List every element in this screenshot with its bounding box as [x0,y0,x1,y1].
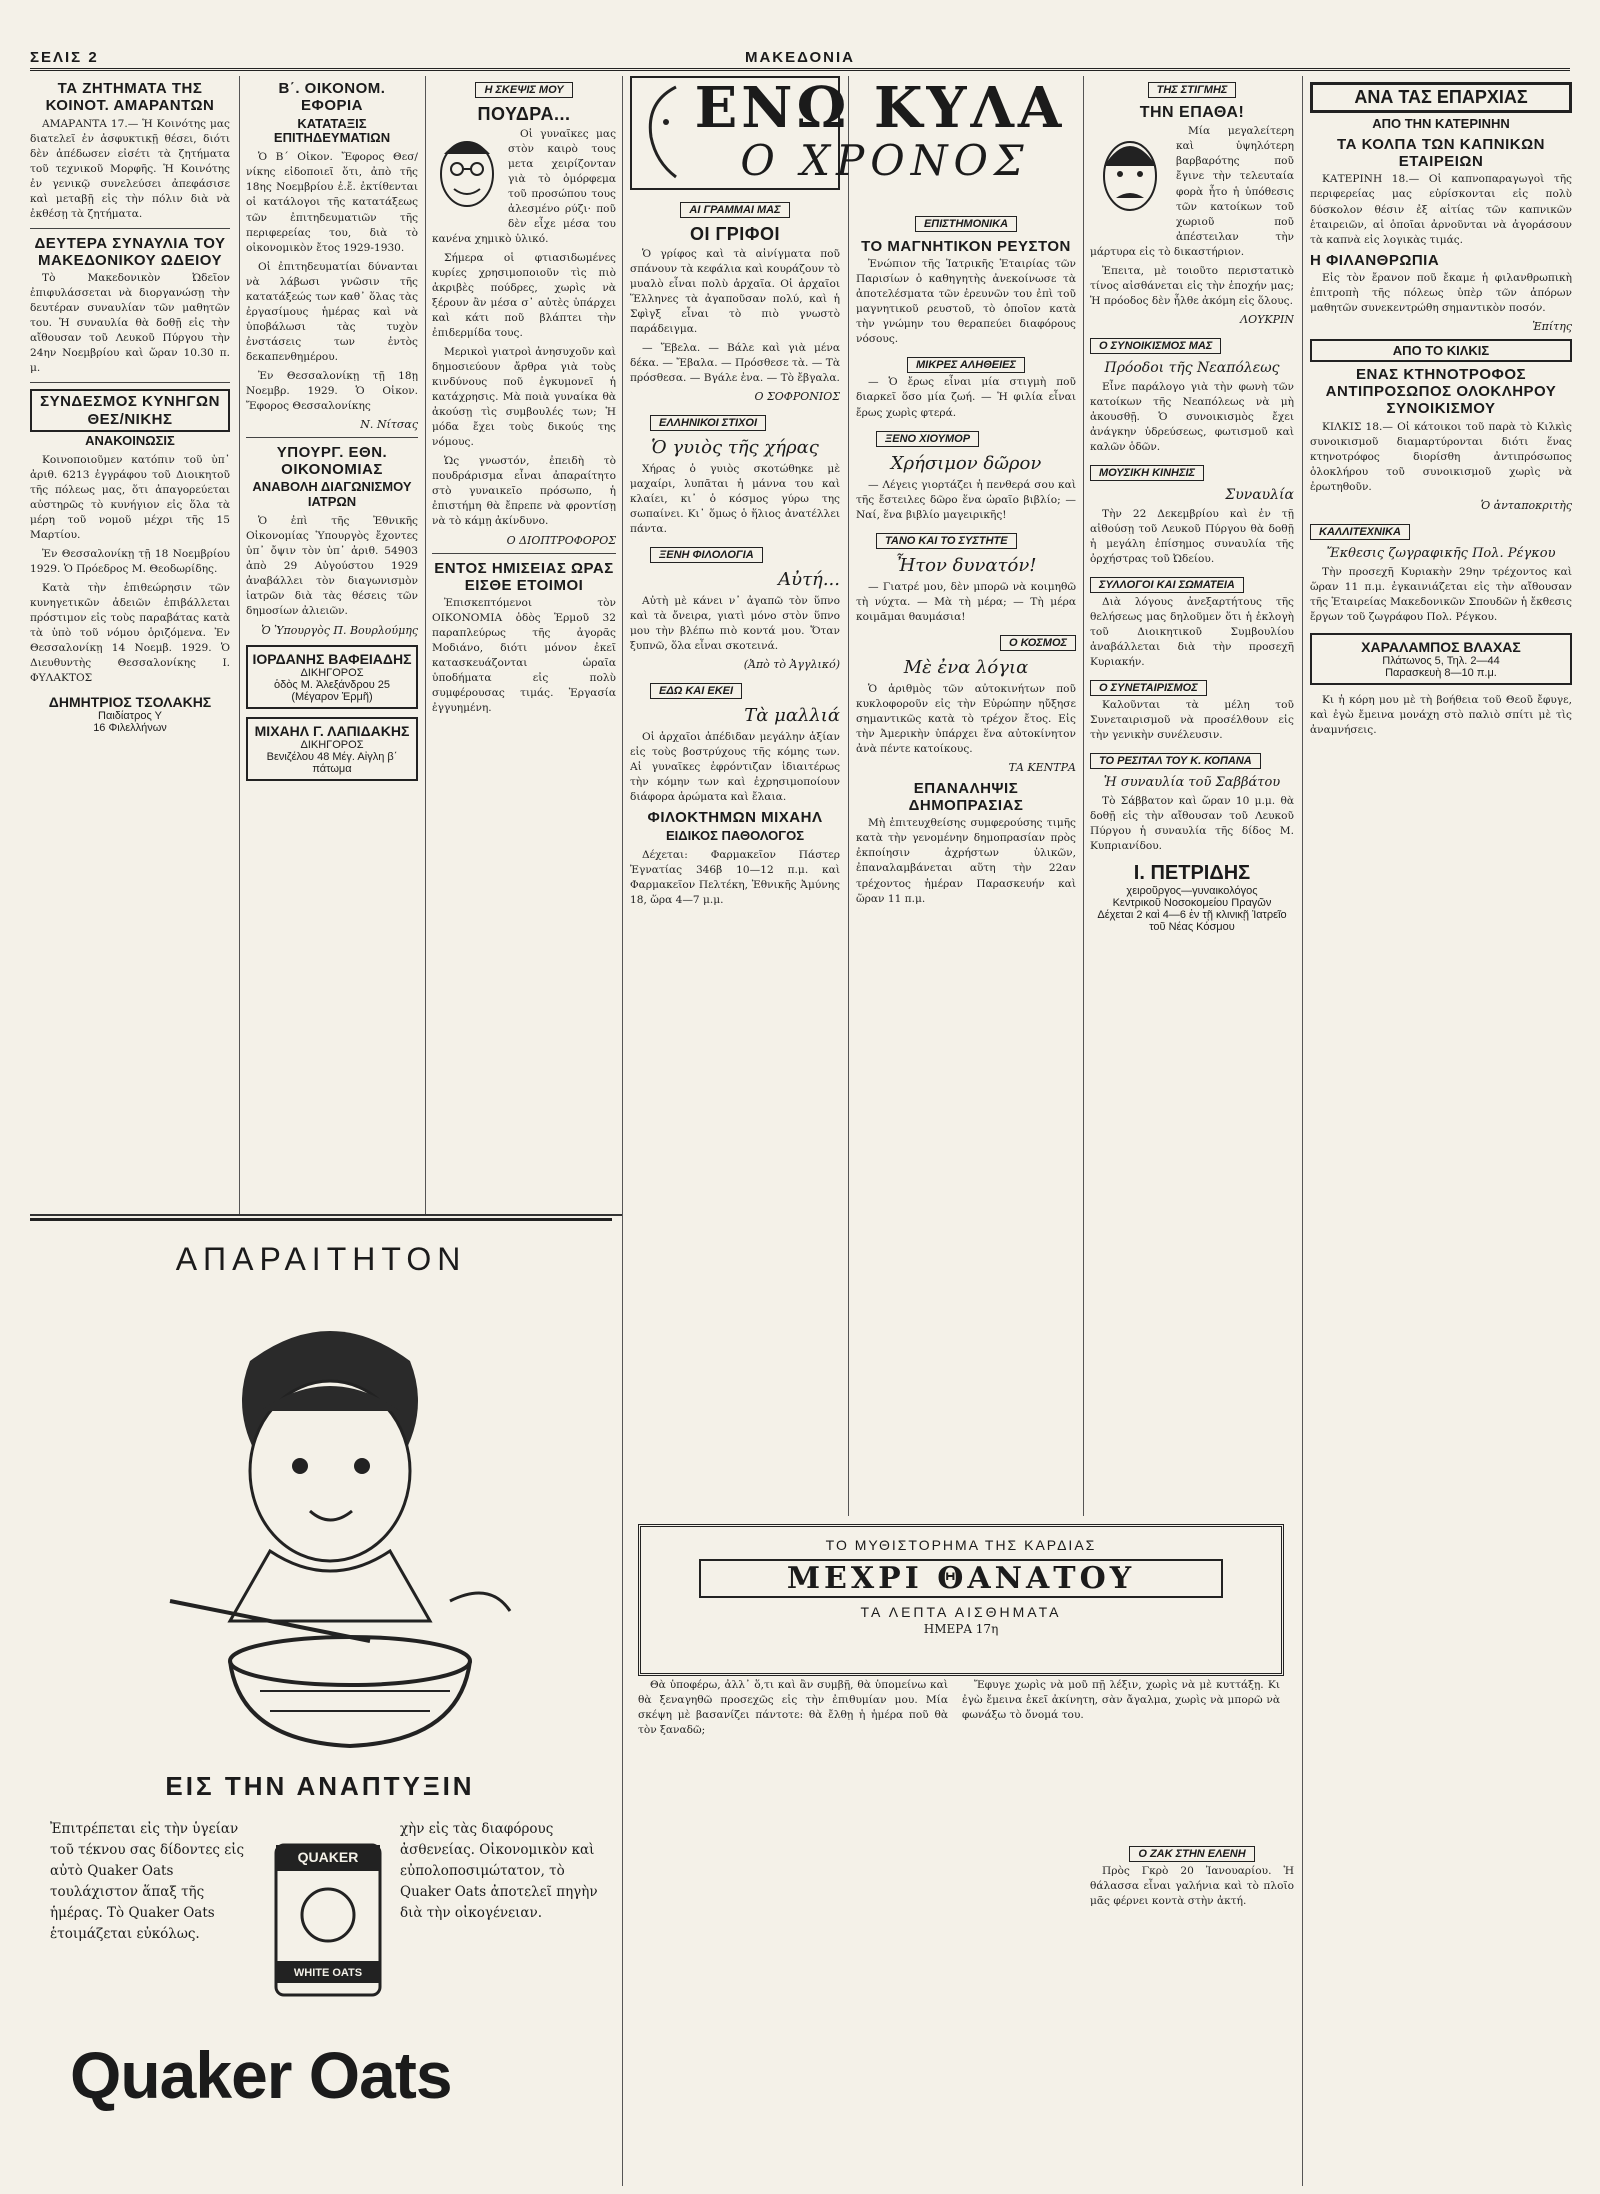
article-text: Οἱ γυναῖκες μας στὸν καιρὸ τους μετα χειρίζονταν γιὰ τὸ ὀμόρφεμα τοῦ προσώπου τους ἀλεσμένο ρύζι· ποῦ δὲν εἶχε μέσα του κανένα χημικὸ ὑλικό. [432,127,616,245]
novel-subtitle: ΤΑ ΛΕΠΤΑ ΑΙΣΘΗΜΑΤΑ [860,1604,1062,1620]
column-5 [856,210,1076,1650]
card-line: Κεντρικοῦ Νοσοκομείου Πραγῶν [1112,897,1272,910]
card-line: Πλάτωνος 5, Τηλ. 2—44 [1382,654,1500,667]
section-tab: ΕΔΩ ΚΑΙ ΕΚΕΙ [650,683,742,699]
feature-title: Ο ΧΡΟΝΟΣ [740,136,1030,185]
signature: Ὁ ἀνταποκριτὴς [1480,498,1572,512]
tin-label: WHITE OATS [293,1967,363,1979]
business-card [246,645,418,709]
tin-label: QUAKER [297,1849,359,1865]
article-text: — Ὁ ἔρως εἶναι μία στιγμὴ ποῦ διαρκεῖ ὅσο μία ζωή. — Ἡ φιλία εἶναι ἔρως χωρὶς φτερά. [856,376,1076,419]
article-text: Εἰς τὸν ἔρανον ποῦ ἔκαμε ἡ φιλανθρωπικὴ ἐπιτροπὴ τῆς πόλεως ὑπὲρ τῶν ἀπόρων μαθητῶν συνεκεντρώθη σημαντικὸν ποσόν. [1310,271,1572,314]
article-text: Τὴν προσεχῆ Κυριακὴν 29ην τρέχοντος καὶ ὥραν 11 π.μ. ἐγκαινιάζεται εἰς τὴν αἴθουσαν τῆς Ἑταιρείας Μακεδονικῶν Σπουδῶν ἡ ἔκθεσις ἔργων τοῦ ζωγράφου Πολ. Ρέγκου. [1310,565,1572,623]
article-text: ΚΑΤΕΡΙΝΗ 18.— Οἱ καπνοπαραγωγοὶ τῆς περιφερείας μας εὑρίσκονται εἰς πολὺ δύσκολον θέσιν ἐξ αἰτίας τῶν καπνικῶν ἑταιρειῶν, αἱ ὁποῖαι ἀρνοῦνται νὰ ἀγοράσουν τὰ καπνὰ εἰς λογικὰς τιμάς. [1310,173,1572,246]
headline: ΟΙ ΓΡΙΦΟΙ [689,224,781,244]
business-card [246,717,418,781]
headline: ΕΠΑΝΑΛΗΨΙΣ ΔΗΜΟΠΡΑΣΙΑΣ [908,779,1024,815]
article-text: — Λέγεις γιορτάζει ἡ πενθερά σου καὶ τῆς ἔστειλες δῶρο ἕνα ὡραῖο βιβλίο; — Ναί, ἕνα βιβλίο μαγειρικῆς! [856,478,1076,521]
section-tab: ΤΑΝΟ ΚΑΙ ΤΟ ΣΥΣΤΗΤΕ [876,533,1017,549]
article-text: Κατὰ τὴν ἐπιθεώρησιν τῶν κυνηγετικῶν ἀδειῶν ἐπιβάλλεται πρόστιμον εἰς τοὺς παραβάτας κατὰ τὰ ὑπὸ τοῦ νόμου ὁριζόμενα. Ἐν Θεσσαλονίκῃ 14 Νοεμβ. 1929. Ὁ Διευθυντὴς Θεσσαλονίκης Ι. ΦΥΛΑΚΤΟΣ [30,582,230,685]
ad-body-text: χὴν εἰς τὰς διαφόρους ἀσθενείας. Οἰκονομικὸν καὶ εὐπολοποσιμώτατον, τὸ Quaker Oats ἀποτελεῖ πηγὴν διὰ τὴν οἰκογένειαν. [400,1821,598,1921]
column-rule [1302,76,1303,2186]
article-text: — Ἔβελα. — Βάλε καὶ γιὰ μένα δέκα. — Ἔβαλα. — Πρόσθεσε τὰ. — Τὰ πρόσθεσα. — Βγάλε ἑνα. — Τὸ ἔβγαλα. [630,341,840,384]
section-tab: ΤΗΣ ΣΤΙΓΜΗΣ [1148,82,1237,98]
article-text: — Γιατρέ μου, δὲν μπορῶ νὰ κοιμηθῶ τὴ νύχτα. — Μὰ τὴ μέρα; — Τὴ μέρα κοιμᾶμαι θαυμάσια! [856,580,1076,623]
section-tab: ΕΛΛΗΝΙΚΟΙ ΣΤΙΧΟΙ [650,415,766,431]
article-text: Ἐν Θεσσαλονίκῃ τῇ 18ῃ Νοεμβρ. 1929. Ὁ Οἰκον. Ἔφορος Θεσσαλονίκης [246,369,418,412]
business-card [30,694,230,734]
article-text: Ἐνώπιον τῆς Ἰατρικῆς Ἑταιρίας τῶν Παρισίων ὁ καθηγητὴς ἀνεκοίνωσε τὰ ἀποτελέσματα τῶν ἐρευνῶν του ἐπὶ τοῦ μαγνητικοῦ ρευστοῦ, τὸ ὁποῖον κατὰ τὴν γνώμην του θεραπεύει διαφόρους νόσους. [856,258,1076,346]
section-tab: ΑΙ ΓΡΑΜΜΑΙ ΜΑΣ [680,202,789,218]
headline: Τὰ μαλλιά [744,705,840,727]
section-box-heading: ΑΠΟ ΤΟ ΚΙΛΚΙΣ [1310,339,1572,362]
signature: Ν. Νίτσας [360,417,418,431]
section-rule [30,1214,622,1216]
article-text: Μερικοὶ γιατροὶ ἀνησυχοῦν καὶ δημοσιεύουν ἄρθρα γιὰ τοὺς κινδύνους ποῦ ἐγκυμονεῖ ἡ κατάχρησις. Μὰ ποιὰ γυναίκα θὰ ἀκούσῃ τὶς συμβουλές των; Ἡ μόδα ἔχει τοὺς δικούς της νόμους. [432,346,616,449]
headline: ΤΑ ΖΗΤΗΜΑΤΑ ΤΗΣ ΚΟΙΝΟΤ. ΑΜΑΡΑΝΤΩΝ [45,80,215,115]
business-card [1310,633,1572,685]
article-text: Ὁ Β΄ Οἰκον. Ἔφορος Θεσ/νίκης εἰδοποιεῖ ὅτι, ἀπὸ τῆς 18ης Νοεμβρίου ἐ.ἔ. ἐκτίθενται οἱ κατάλογοι τῆς κατατάξεως τῶν ἐπιτηδευματιῶν τῆς περιφερείας του, διὰ τὸ οἰκονομικὸν ἔτος 1929-1930. [246,151,418,254]
article-text: Διὰ λόγους ἀνεξαρτήτους τῆς θελήσεως μας δηλοῦμεν ὅτι ἡ ἐκλογὴ τοῦ Διοικητικοῦ Συμβουλίου ἀναβάλλεται διὰ τὴν προσεχῆ Κυριακήν. [1090,596,1294,669]
card-line: Παρασκευὴ 8—10 π.μ. [1385,666,1497,679]
article-text: Θὰ ὑποφέρω, ἀλλ᾽ ὅ,τι καὶ ἂν συμβῇ, θὰ ὑπομείνω καὶ θὰ ξεναγηθῶ προσεχῶς εἰς τὴν ἐπιθυμίαν μου. Μία σκέψη μὲ βασανίζει πάντοτε: θὰ ἔλθῃ ἡ ἡμέρα ποῦ θὰ τὸν ξαναδῶ; [638,1679,948,1737]
article-text: Ἐπισκεπτόμενοι τὸν ΟΙΚΟΝΟΜΙΑ ὁδὸς Ἑρμοῦ 32 παραπλεύρως τῆς ἀγορᾶς Μοδιάνο, διότι μόνον ἐκεῖ κατασκευάζονται ὡραῖα ὑποδήματα εἰς πολὺ συμφέρουσας τιμάς. Ἐργασία ἐγγυημένη. [432,597,616,715]
article-text: Μία μεγαλείτερη καὶ ὑψηλότερη βαρβαρότης ποῦ ἔγινε τὴν τελευταία φορὰ ἦτο ἡ ὑπόθεσις τῶν κατοίκων τοῦ χωριοῦ ποῦ ἀπέστειλαν τὴν μάρτυρα εἰς τὸ δικαστήριον. [1090,125,1294,258]
signature: (Ἀπὸ τὸ Ἀγγλικό) [743,658,840,672]
subheadline: ΑΝΑΚΟΙΝΩΣΙΣ [85,432,175,448]
article-text: ΚΙΛΚΙΣ 18.— Οἱ κάτοικοι τοῦ παρὰ τὸ Κιλκὶς συνοικισμοῦ διαμαρτύρονται διότι ἕνας κτηνοτρόφος διορίσθη ἀντιπρόσωπος ὁλοκλήρου τοῦ συνοικισμοῦ χωρὶς νὰ ἐρωτηθοῦν. [1310,420,1572,493]
ad-body-text: Ἐπιτρέπεται εἰς τὴν ὑγείαν τοῦ τέκνου σας δίδοντες εἰς αὐτὸ Quaker Oats τουλάχιστον ἅπαξ τῆς ἡμέρας. Τὸ Quaker Oats ἑτοιμάζεται εὐκόλως. [50,1821,245,1942]
signature: Ὁ Ὑπουργὸς Π. Βουρλούμης [261,623,418,637]
headline: ΤΗΝ ΕΠΑΘΑ! [1139,104,1245,121]
article-text: Μὴ ἐπιτευχθείσης συμφερούσης τιμῆς κατὰ τὴν γενομένην δημοπρασίαν πρὸς ἐκποίησιν ἀχρήστων ὑλικῶν, ἐπαναλαμβάνεται αὕτη τὴν 22αν τρέχοντος ἡμέραν Παρασκευήν καὶ ὥραν 11 π.μ. [856,817,1076,905]
column-6-lower [1090,1840,1294,2170]
headline: Συναυλία [1225,486,1294,503]
page-number: ΣΕΛΙΣ 2 [30,48,99,66]
caricature-illustration [432,129,502,219]
article-text: Αὐτὴ μὲ κάνει ν᾽ ἀγαπῶ τὸν ὕπνο καὶ τὰ ὄνειρα, γιατὶ μόνο στὸν ὕπνο μου τὴν βλέπω πιὸ κοντά μου. Ὅταν ξυπνῶ, ὅλα εἶναι σκοτεινά. [630,595,840,653]
card-line: ΔΙΚΗΓΟΡΟΣ [300,666,364,679]
column-7 [1310,76,1572,2186]
card-line: Δέχεται 2 καὶ 4—6 ἐν τῇ κλινικῇ Ἰατρεῖο τοῦ Νέας Κόσμου [1097,909,1287,934]
article-text: Τὴν 22 Δεκεμβρίου καὶ ἐν τῇ αἰθούσῃ τοῦ Λευκοῦ Πύργου θὰ δοθῇ ἡ μεγάλη ἐπίσημος συναυλία τῆς ὀρχήστρας τοῦ Ὠδείου. [1090,507,1294,566]
column-rule [239,76,240,1216]
face-profile-icon [636,82,696,182]
article-text: Εἶνε παράλογο γιὰ τὴν φωνὴ τῶν κατοίκων τῆς Νεαπόλεως νὰ μὴ ἀκουσθῇ. Ὁ συνοικισμὸς ἔχει ἀνάγκην ὑδρεύσεως, φωτισμοῦ καὶ καλῶν ὁδῶν. [1090,380,1294,453]
article-text: Τὸ Μακεδονικὸν Ὠδεῖον ἐπιφυλάσσεται νὰ διοργανώσῃ τὴν δευτέραν συναυλίαν τῶν μαθητῶν του. Ἡ συναυλία θὰ δοθῇ εἰς τὴν αἴθουσαν τοῦ Λευκοῦ Πύργου τὴν 24ην Νοεμβρίου καὶ ὥραν 10.30 π. μ. [30,272,230,375]
article-text: Ἐν Θεσσαλονίκῃ τῇ 18 Νοεμβρίου 1929. Ὁ Πρόεδρος Μ. Θεοδωρίδης. [30,548,230,576]
headline: ΦΙΛΟΚΤΗΜΩΝ ΜΙΧΑΗΛ [647,809,823,827]
quaker-oats-advertisement [30,1218,612,2181]
section-tab: ΞΕΝΟ ΧΙΟΥΜΟΡ [876,431,979,447]
subheadline: ΑΝΑΒΟΛΗ ΔΙΑΓΩΝΙΣΜΟΥ ΙΑΤΡΩΝ [252,479,412,510]
signature: ΤΑ ΚΕΝΤΡΑ [1008,760,1076,774]
section-tab: Η ΣΚΕΨΙΣ ΜΟΥ [475,82,572,98]
section-tab: ΜΙΚΡΕΣ ΑΛΗΘΕΙΕΣ [907,357,1025,373]
article-text: Καλοῦνται τὰ μέλη τοῦ Συνεταιρισμοῦ νὰ προσέλθουν εἰς τὴν γενικὴν συνέλευσιν. [1090,699,1294,742]
column-rule [848,76,849,1516]
headline: ΕΝΤΟΣ ΗΜΙΣΕΙΑΣ ΩΡΑΣ ΕΙΣΘΕ ΕΤΟΙΜΟΙ [434,559,614,594]
card-name: Ι. ΠΕΤΡΙΔΗΣ [1133,862,1251,885]
subheadline: ΑΠΟ ΤΗΝ ΚΑΤΕΡΙΝΗΝ [1372,116,1510,131]
ad-headline: ΑΠΑΡΑΙΤΗΤΟΝ [175,1241,467,1277]
signature: ΛΟΥΚΡΙΝ [1240,312,1294,326]
article-text: Δέχεται: Φαρμακεῖον Πάστερ Ἐγνατίας 346β 10—12 π.μ. καὶ Φαρμακεῖον Πελτέκη, Ἐθνικῆς Ἀμύνης 18, ὥρα 4—7 μ.μ. [630,848,840,906]
child-eating-illustration [130,1301,530,1761]
section-tab: Ο ΖΑΚ ΣΤΗΝ ΕΛΕΝΗ [1129,1846,1254,1862]
novel-kicker: ΤΟ ΜΥΘΙΣΤΟΡΗΜΑ ΤΗΣ ΚΑΡΔΙΑΣ [825,1537,1097,1553]
card-line: Βενιζέλου 48 Μέγ. Αἰγλη β΄ πάτωμα [266,750,398,775]
novel-text-column-1 [638,1678,948,2178]
article-text: Σήμερα οἱ φτιασιδωμένες κυρίες χρησιμοποιοῦν τὶς πιὸ ἀκριβὲς πούδρες, χωρὶς νὰ ξέρουν ἂν μέσα σ᾽ αὐτὲς ὑπάρχει καὶ κάτι ποῦ βλάπτει τὴν ἐπιδερμίδα τους. [432,251,616,340]
article-text: Κι ἡ κόρη μου μὲ τὴ βοήθεια τοῦ Θεοῦ ἔφυγε, καὶ ἐγὼ ἔμεινα μονάχη στὸ παλιὸ σπίτι μὲ τὶς ἀναμνήσεις. [1310,693,1572,737]
section-tab: ΣΥΛΛΟΓΟΙ ΚΑΙ ΣΩΜΑΤΕΙΑ [1090,577,1244,593]
novel-day: ΗΜΕΡΑ 17η [923,1622,999,1636]
card-line: ΔΙΚΗΓΟΡΟΣ [300,738,364,751]
article-text: Ὁ ἐπὶ τῆς Ἐθνικῆς Οἰκονομίας Ὑπουργὸς ἔχοντες ὑπ᾽ ὄψιν τὸν ὑπ᾽ ἀριθ. 54903 ἀπὸ 29 Αὐγούστου 1929 ἀναβάλλει τὸν διαγωνισμὸν ἰατρῶν διὰ τὰς θέσεις τῶν δημοσίων ἀλιειῶν. [246,515,418,618]
brand-logo: Quaker Oats [70,2038,452,2112]
headline: ΤΑ ΚΟΛΠΑ ΤΩΝ ΚΑΠΝΙΚΩΝ ΕΤΑΙΡΕΙΩΝ [1337,135,1545,171]
novel-title: ΜΕΧΡΙ ΘΑΝΑΤΟΥ [699,1559,1223,1598]
section-tab: Ο ΣΥΝΕΤΑΙΡΙΣΜΟΣ [1090,680,1207,696]
section-tab: ΜΟΥΣΙΚΗ ΚΙΝΗΣΙΣ [1090,465,1204,481]
article-text: Ὁ γρίφος καὶ τὰ αἰνίγματα ποῦ σπάνουν τὰ κεφάλια καὶ κουράζουν τὸ μυαλὸ εἶναι πολὺ ἀρχαῖα. Οἱ ἀρχαῖοι Ἕλληνες τὰ ἀγαποῦσαν πολύ, καὶ ἡ Σφὶγξ εἶναι τὸ πιὸ γνωστὸ παράδειγμα. [630,247,840,335]
article-text: Τὸ Σάββατον καὶ ὥραν 10 μ.μ. θὰ δοθῇ εἰς τὴν αἴθουσαν τοῦ Λευκοῦ Πύργου ἡ συναυλία τῆς δίδος Μ. Κυπριανίδου. [1090,795,1294,853]
headline: Η ΦΙΛΑΝΘΡΩΠΙΑ [1310,251,1440,269]
section-tab: ΞΕΝΗ ΦΙΛΟΛΟΓΙΑ [650,547,763,563]
headline: ΣΥΝΔΕΣΜΟΣ ΚΥΝΗΓΩΝ ΘΕΣ/ΝΙΚΗΣ [30,389,230,432]
headline: Ἔκθεσις ζωγραφικῆς Πολ. Ρέγκου [1326,545,1556,561]
column-2 [246,76,418,1211]
headline: Ὁ γυιὸς τῆς χήρας [651,436,819,458]
card-name: ΧΑΡΑΛΑΜΠΟΣ ΒΛΑΧΑΣ [1361,638,1521,655]
feature-title: ΕΝΩ ΚΥΛΑ [694,75,1066,141]
article-text: Κοινοποιοῦμεν κατόπιν τοῦ ὑπ᾽ ἀριθ. 6213 ἐγγράφου τοῦ Διοικητοῦ τῆς πόλεως μας, ὅτι ἀπαγορεύεται αὐστηρῶς τὸ κυνήγιον εἰς ὅλα τὰ μέρη τοῦ νομοῦ μέχρι τῆς 15 Μαρτίου. [30,453,230,542]
article-text: Ἐπειτα, μὲ τοιοῦτο περιστατικὸ τίνος αἰσθάνεται εἰς τὴν ἐποχήν μας; Ἡ πρόοδος δὲν ἦλθε ἀκόμη εἰς ὅλους. [1090,264,1294,307]
headline: Πρόοδοι τῆς Νεαπόλεως [1104,359,1280,376]
headline: ΔΕΥΤΕΡΑ ΣΥΝΑΥΛΙΑ ΤΟΥ ΜΑΚΕΔΟΝΙΚΟΥ ΩΔΕΙΟΥ [34,234,226,269]
column-rule [1083,76,1084,1516]
signature: Ο ΣΟΦΡΟΝΙΟΣ [754,389,840,403]
headline: Μὲ ἐνα λόγια [903,656,1029,678]
business-card [1090,862,1294,933]
section-tab: Ο ΚΟΣΜΟΣ [1000,635,1076,651]
article-text: ΑΜΑΡΑΝΤΑ 17.— Ἡ Κοινότης μας διατελεῖ ἐν ἀσφυκτικῇ θέσει, διότι δὲν ἀπέδωσεν εἰσέτι τὰ ζητήματα τοῦ τεχνικοῦ Μορφῆς. Ἡ Κοινότης ἐν γενικῷ συνελεύσει ἀπεφάσισε καὶ μεταβῇ εἰς τὴν πόλιν διὰ νὰ ἐκθέσῃ τὰ ζητήματα. [30,117,230,220]
article-text: Χήρας ὁ γυιὸς σκοτώθηκε μὲ μαχαίρι, λυπᾶται ἡ μάννα του καὶ κλαίει, κι᾽ ὁ κόσμος γύρω της σωπαίνει. Κι᾽ ὅμως ὁ ἥλιος ἀνατέλλει πάντα. [630,462,840,536]
column-rule [425,76,426,1216]
headline: ΤΟ ΜΑΓΝΗΤΙΚΟΝ ΡΕΥΣΤΟΝ [861,238,1071,255]
column-1 [30,76,230,1211]
card-line: 16 Φιλελλήνων [93,722,167,735]
card-name: ΙΟΡΔΑΝΗΣ ΒΑΦΕΙΑΔΗΣ [252,650,412,667]
card-name: ΜΙΧΑΗΛ Γ. ΛΑΠΙΔΑΚΗΣ [254,722,410,739]
article-text: Ὁ ἀριθμὸς τῶν αὐτοκινήτων ποῦ κυκλοφοροῦν εἰς τὴν Εὐρώπην ηὔξησε σημαντικῶς κατὰ τὸ τρέχον ἔτος. Εἰς τὴν Ἀμερικὴν ὑπάρχει ἕνα αὐτοκίνητον ἀνὰ πέντε κατοίκους. [856,682,1076,755]
article-text: Οἱ ἀρχαῖοι ἀπέδιδαν μεγάλην ἀξίαν εἰς τοὺς βοστρύχους τῆς κόμης των. Αἱ γυναῖκες ἐφρόντιζαν ἰδιαιτέρως τὴν κόμην των καὶ ἐχρησιμοποίουν διάφορα ἀρώματα καὶ ἔλαια. [630,731,840,804]
newspaper-name: ΜΑΚΕΔΟΝΙΑ [744,48,856,66]
card-line: ὁδὸς Μ. Ἀλεξάνδρου 25 (Μέγαρον Ἐρμῆ) [273,678,391,703]
serial-novel-banner [638,1524,1284,1676]
headline: Ἡ συναυλία τοῦ Σαββάτου [1103,775,1281,791]
section-tab: ΚΑΛΛΙΤΕΧΝΙΚΑ [1310,524,1410,540]
column-rule [622,76,623,2186]
headline: ΥΠΟΥΡΓ. ΕΘΝ. ΟΙΚΟΝΟΜΙΑΣ [276,443,388,479]
card-line: Παιδίατρος Υ [98,710,162,723]
masthead [30,46,1570,71]
section-tab: ΕΠΙΣΤΗΜΟΝΙΚΑ [915,216,1017,232]
signature: Ἐπίτης [1532,319,1572,333]
headline: ΕΝΑΣ ΚΤΗΝΟΤΡΟΦΟΣ ΑΝΤΙΠΡΟΣΩΠΟΣ ΟΛΟΚΛΗΡΟΥ ΣΥΝΟΙΚΙΣΜΟΥ [1325,365,1557,418]
card-line: χειροῦργος—γυναικολόγος [1126,885,1258,898]
article-text: Πρὸς Γκρὸ 20 Ἰανουαρίου. Ἡ θάλασσα εἶναι γαλήνια καὶ τὸ πλοῖο μᾶς φέρνει κοντὰ στὴν ἀκτή. [1090,1865,1294,1908]
column-4 [630,76,840,1516]
headline: Β΄. ΟΙΚΟΝΟΜ. ΕΦΟΡΙΑ [278,80,386,115]
article-text: Ὡς γνωστόν, ἐπειδὴ τὸ πουδράρισμα εἶναι ἀπαραίτητο στὸ γυναικεῖο πρόσωπο, ἡ ἐπιστήμη θὰ ἔπρεπε νὰ φροντίσῃ νὰ τὸ κάμῃ ἀκίνδυνο. [432,455,616,528]
article-text: Ἔφυγε χωρὶς νὰ μοῦ πῇ λέξιν, χωρὶς νὰ μὲ κυττάξῃ. Κι ἐγὼ ἔμεινα ἐκεῖ ἀκίνητη, σὰν ἄγαλμα, χωρὶς νὰ μπορῶ νὰ φωνάξω τὸ ὄνομά του. [962,1679,1280,1722]
subheadline: ΕΙΔΙΚΟΣ ΠΑΘΟΛΟΓΟΣ [665,827,805,843]
column-3 [432,76,616,1211]
signature: Ο ΔΙΟΠΤΡΟΦΟΡΟΣ [506,533,616,547]
portrait-illustration [1090,126,1170,236]
ad-subheadline: ΕΙΣ ΤΗΝ ΑΝΑΠΤΥΞΙΝ [165,1771,475,1801]
card-name: ΔΗΜΗΤΡΙΟΣ ΤΣΟΛΑΚΗΣ [48,694,212,711]
section-box-heading: ΑΝΑ ΤΑΣ ΕΠΑΡΧΙΑΣ [1310,82,1572,113]
headline: ΠΟΥΔΡΑ... [477,104,571,124]
headline: Ἦτον δυνατόν! [895,554,1037,576]
section-tab: Ο ΣΥΝΟΙΚΙΣΜΟΣ ΜΑΣ [1090,338,1221,354]
headline: Αὐτή... [778,569,840,591]
section-tab: ΤΟ ΡΕΣΙΤΑΛ ΤΟΥ Κ. ΚΟΠΑΝΑ [1090,753,1261,769]
article-text: Οἱ ἐπιτηδευματίαι δύνανται νὰ λάβωσι γνῶσιν τῆς κατατάξεώς των καθ᾽ ὅλας τὰς ἐργασίμους ἡμέρας καὶ νὰ ὑποβάλωσι τὰς τυχὸν ἐνστάσεις των ἐντὸς δεκαπενθημέρου. [246,260,418,363]
headline: Χρήσιμον δῶρον [890,452,1042,474]
subheadline: ΚΑΤΑΤΑΞΙΣ ΕΠΙΤΗΔΕΥΜΑΤΙΩΝ [273,115,391,146]
